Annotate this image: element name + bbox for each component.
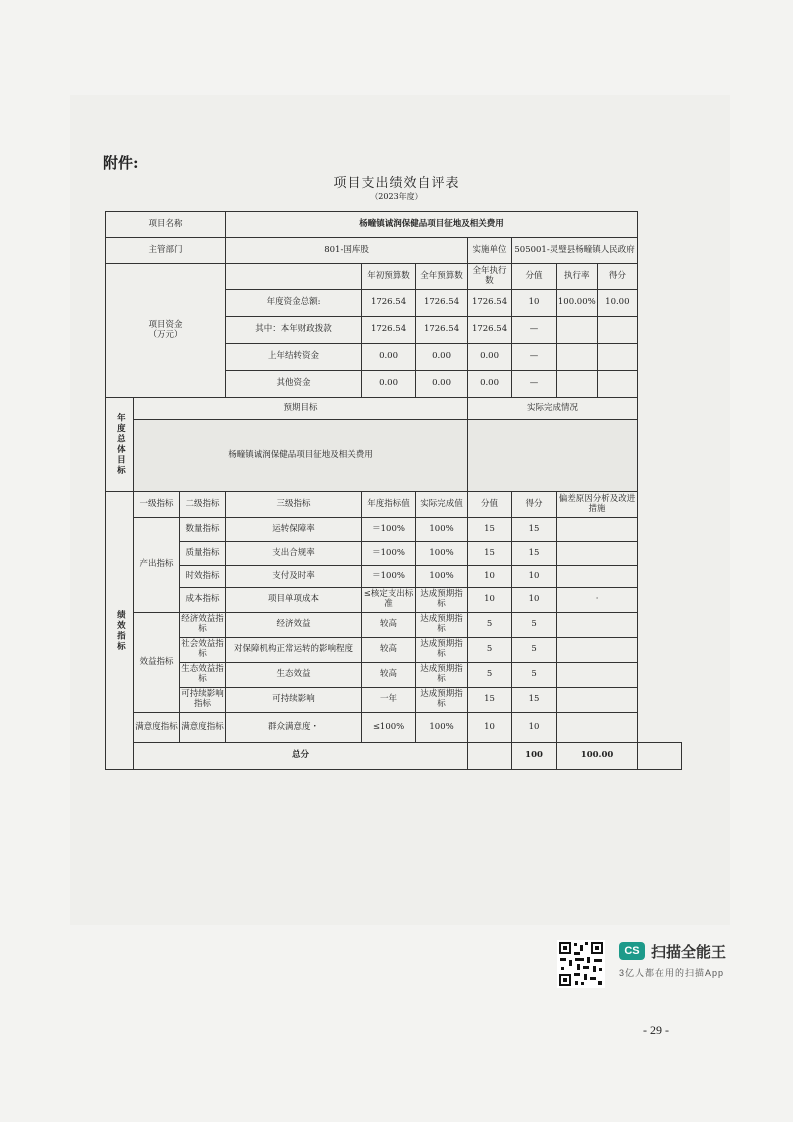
impl-label: 实施单位 [468, 238, 512, 264]
value-cell: 10 [468, 566, 512, 588]
total-score: 100.00 [557, 743, 638, 770]
level1-output: 产出指标 [134, 518, 180, 613]
indicator-row [106, 663, 682, 688]
funds-exec: 0.00 [468, 344, 512, 371]
level2-cell: 成本指标 [180, 588, 226, 613]
funds-initial: 1726.54 [362, 317, 416, 344]
value-cell: 10 [468, 713, 512, 743]
level2-cell: 经济效益指标 [180, 613, 226, 638]
target-cell: 较高 [362, 663, 416, 688]
actual-cell: 100% [416, 713, 468, 743]
target-cell: 一年 [362, 688, 416, 713]
col-full-exec: 全年执行数 [468, 264, 512, 290]
camscanner-tagline: 3亿人都在用的扫描App [619, 968, 725, 978]
score-cell: 5 [512, 663, 557, 688]
funds-initial: 0.00 [362, 371, 416, 398]
target-cell: ≤100% [362, 713, 416, 743]
target-cell: ＝100% [362, 518, 416, 542]
project-name-label: 项目名称 [106, 212, 226, 238]
score-cell: 5 [512, 638, 557, 663]
indicator-row [106, 566, 682, 588]
funds-exec: 0.00 [468, 371, 512, 398]
project-name-value: 杨疃镇诚润保健品项目征地及相关费用 [226, 212, 638, 238]
funds-rate: 100.00% [557, 290, 598, 316]
goals-section-label: 年度总体目标 [106, 398, 134, 492]
reason-cell [557, 688, 638, 713]
actual-goal-header: 实际完成情况 [468, 398, 638, 420]
expected-goal-text: 杨疃镇诚润保健品项目征地及相关费用 [134, 420, 468, 492]
header-level3: 三级指标 [226, 492, 362, 518]
reason-cell [557, 663, 638, 688]
funds-value: 10 [512, 290, 557, 317]
indicator-row [106, 713, 682, 743]
level3-cell: 生态效益 [226, 663, 362, 688]
score-cell: 15 [512, 542, 557, 566]
actual-cell: 达成预期指标 [416, 688, 468, 713]
target-cell: ≤核定支出标准 [362, 588, 416, 613]
funds-full: 0.00 [416, 371, 468, 398]
reason-cell: · [557, 588, 638, 613]
value-cell: 5 [468, 613, 512, 638]
col-initial-budget: 年初预算数 [362, 264, 416, 290]
total-label: 总分 [134, 743, 468, 770]
header-level1: 一级指标 [134, 492, 180, 518]
level1-benefit: 效益指标 [134, 613, 180, 713]
page-number: - 29 - [643, 1023, 669, 1037]
reason-cell [557, 542, 638, 566]
funds-exec: 1726.54 [468, 290, 512, 317]
reason-cell [557, 518, 638, 542]
score-cell: 10 [512, 713, 557, 743]
funds-initial: 0.00 [362, 344, 416, 371]
score-cell: 15 [512, 518, 557, 542]
funds-score: 10.00 [605, 297, 630, 308]
score-cell: 10 [512, 588, 557, 613]
target-cell: 较高 [362, 638, 416, 663]
attachment-label: 附件: [103, 154, 139, 172]
score-cell: 15 [512, 688, 557, 713]
actual-cell: 100% [416, 566, 468, 588]
header-actual: 实际完成值 [416, 492, 468, 518]
reason-cell [557, 713, 638, 743]
indicator-row [106, 542, 682, 566]
level1-satisfaction: 满意度指标 [134, 713, 180, 743]
document-subtitle: （2023年度） [370, 192, 423, 201]
col-full-budget: 全年预算数 [416, 264, 468, 290]
funds-section-label [106, 264, 226, 398]
camscanner-app-name: 扫描全能王 [651, 944, 727, 961]
funds-full: 1726.54 [416, 317, 468, 344]
header-value: 分值 [468, 492, 512, 518]
value-cell: 5 [468, 663, 512, 688]
level3-cell: 经济效益 [226, 613, 362, 638]
target-cell: 较高 [362, 613, 416, 638]
actual-cell: 达成预期指标 [416, 638, 468, 663]
actual-cell: 100% [416, 518, 468, 542]
actual-cell: 达成预期指标 [416, 613, 468, 638]
col-score-value: 分值 [512, 264, 557, 290]
level3-cell: 支出合规率 [226, 542, 362, 566]
value-cell: 5 [468, 638, 512, 663]
level3-cell: 可持续影响 [226, 688, 362, 713]
funds-rate [557, 371, 598, 397]
funds-full: 0.00 [416, 344, 468, 371]
header-score: 得分 [512, 492, 557, 518]
score-cell: 10 [512, 566, 557, 588]
dept-label: 主管部门 [106, 238, 226, 264]
total-reason-blank [638, 743, 682, 770]
level2-cell: 社会效益指标 [180, 638, 226, 663]
target-cell: ＝100% [362, 542, 416, 566]
funds-score [598, 344, 638, 370]
actual-cell: 达成预期指标 [416, 663, 468, 688]
funds-full: 1726.54 [416, 290, 468, 317]
value-cell: 10 [468, 588, 512, 613]
impl-value: 505001-灵璧县杨疃镇人民政府 [512, 238, 638, 264]
score-cell: 5 [512, 613, 557, 638]
funds-rate-score [557, 344, 638, 371]
indicator-row [106, 588, 682, 613]
value-cell: 15 [468, 518, 512, 542]
value-cell: 15 [468, 688, 512, 713]
funds-header-blank [226, 264, 362, 290]
header-level2: 二级指标 [180, 492, 226, 518]
level2-cell: 质量指标 [180, 542, 226, 566]
actual-cell: 100% [416, 542, 468, 566]
actual-goal-text [468, 420, 638, 492]
reason-cell [557, 566, 638, 588]
funds-rate-score [557, 290, 638, 317]
level2-cell: 时效指标 [180, 566, 226, 588]
camscanner-watermark [557, 940, 757, 990]
funds-score [598, 317, 638, 343]
funds-row-label: 年度资金总额: [226, 290, 362, 317]
funds-rate-score [557, 317, 638, 344]
document-title: 项目支出绩效自评表 [333, 176, 460, 191]
indicators-section-label: 绩效指标 [106, 492, 134, 770]
funds-row-label: 其中：本年财政拨款 [226, 317, 362, 344]
funds-value: — [512, 344, 557, 371]
header-target: 年度指标值 [362, 492, 416, 518]
funds-value: — [512, 371, 557, 398]
funds-initial: 1726.54 [362, 290, 416, 317]
camscanner-logo-icon: CS [619, 942, 645, 960]
value-cell: 15 [468, 542, 512, 566]
total-blank [468, 743, 512, 770]
reason-cell [557, 638, 638, 663]
funds-rate [557, 344, 598, 370]
dept-value: 801-国库股 [226, 238, 468, 264]
level2-cell: 可持续影响指标 [180, 688, 226, 713]
funds-rate [557, 317, 598, 343]
level2-cell: 数量指标 [180, 518, 226, 542]
level3-cell: 对保障机构正常运转的影响程度 [226, 638, 362, 663]
level3-cell: 支付及时率 [226, 566, 362, 588]
expected-goal-header: 预期目标 [134, 398, 468, 420]
col-score: 得分 [608, 270, 626, 281]
funds-exec: 1726.54 [468, 317, 512, 344]
target-cell: ＝100% [362, 566, 416, 588]
col-exec-rate: 执行率 [557, 264, 598, 289]
level3-cell: 群众满意度・ [226, 713, 362, 743]
col-exec-rate-score [557, 264, 638, 290]
level3-cell: 运转保障率 [226, 518, 362, 542]
indicator-row [106, 518, 682, 542]
level2-cell: 满意度指标 [180, 713, 226, 743]
actual-cell: 达成预期指标 [416, 588, 468, 613]
header-reason: 偏差原因分析及改进措施 [557, 492, 638, 518]
level3-cell: 项目单项成本 [226, 588, 362, 613]
funds-row-label: 上年结转资金 [226, 344, 362, 371]
funds-row-label: 其他资金 [226, 371, 362, 398]
evaluation-table [105, 211, 682, 770]
indicator-row [106, 638, 682, 663]
indicator-row [106, 613, 682, 638]
reason-cell [557, 613, 638, 638]
level2-cell: 生态效益指标 [180, 663, 226, 688]
qr-code-icon [557, 940, 605, 988]
funds-label-text: 项目资金 （万元） [148, 319, 183, 340]
funds-rate-score [557, 371, 638, 398]
indicator-row [106, 688, 682, 713]
funds-score [598, 371, 638, 397]
total-value: 100 [512, 743, 557, 770]
funds-value: — [512, 317, 557, 344]
